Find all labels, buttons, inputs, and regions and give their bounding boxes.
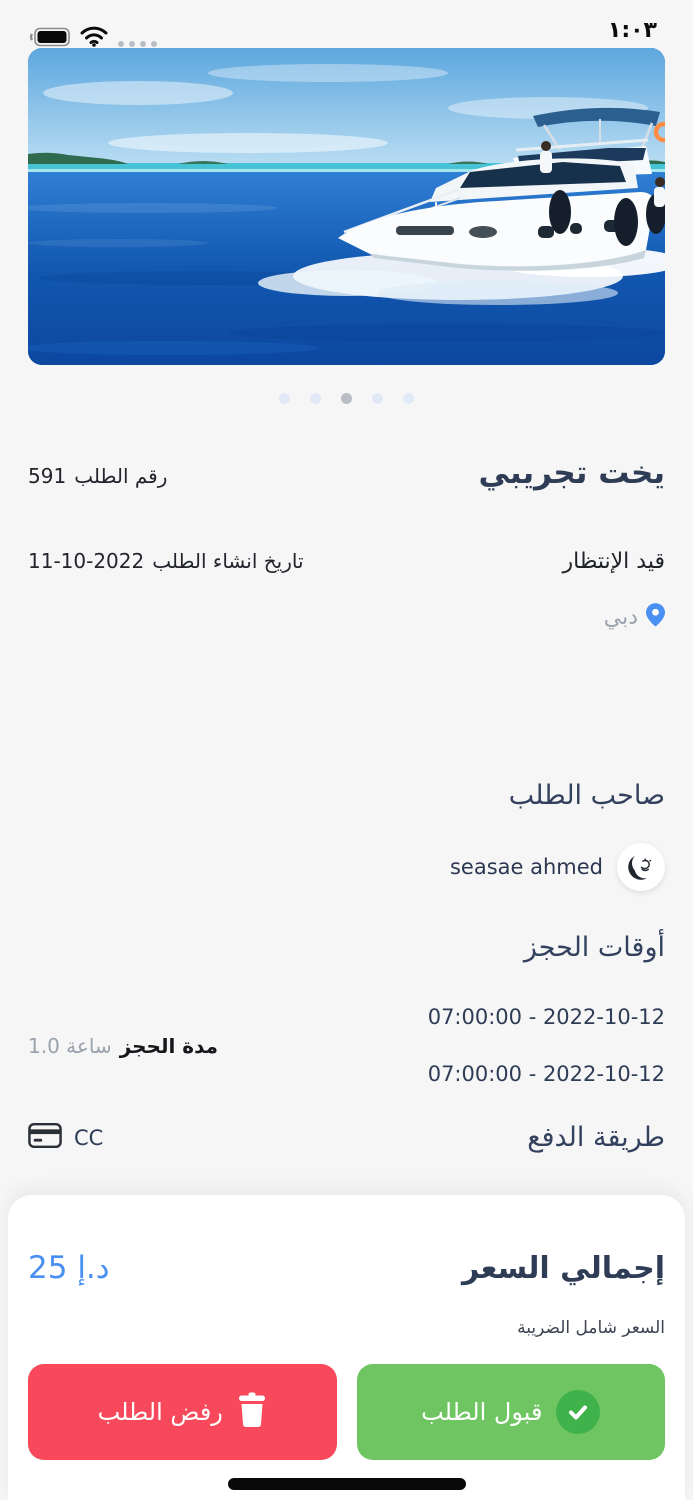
status-bar-time: ١:٠٣ — [607, 18, 657, 43]
check-circle-icon — [556, 1390, 600, 1434]
owner-name: seasae ahmed — [449, 855, 603, 879]
reject-order-label: رفض الطلب — [97, 1398, 223, 1426]
order-number — [28, 464, 167, 488]
booking-duration-label: مدة الحجز — [119, 1033, 219, 1058]
accept-order-button[interactable] — [357, 1364, 666, 1460]
total-price-label: إجمالي السعر — [461, 1251, 665, 1286]
yacht-photo-illustration — [28, 48, 665, 365]
location-city: دبي — [603, 604, 638, 630]
trash-icon — [237, 1392, 267, 1432]
reject-order-button[interactable] — [28, 1364, 337, 1460]
avatar — [617, 843, 665, 891]
payment-method-label: CC — [74, 1125, 104, 1150]
tax-included-note: السعر شامل الضريبة — [517, 1318, 665, 1338]
gallery-dot[interactable] — [310, 393, 321, 404]
status-bar — [0, 0, 693, 48]
total-price-value: 25 د.إ — [28, 1250, 110, 1286]
gallery-dot[interactable] — [341, 393, 352, 404]
credit-card-icon — [28, 1122, 62, 1153]
map-pin-icon — [646, 603, 665, 631]
order-created-date: 11-10-2022 — [28, 549, 145, 573]
order-created-label: تاريخ انشاء الطلب — [152, 549, 304, 573]
order-created — [28, 549, 304, 573]
booking-duration — [28, 1034, 218, 1058]
booking-time-row: 07:00:00 - 2022-10-12 — [427, 1005, 665, 1029]
listing-photo[interactable] — [28, 48, 665, 365]
order-number-label: رقم الطلب — [74, 464, 168, 488]
accept-order-label: قبول الطلب — [421, 1398, 543, 1426]
payment-heading: طريقة الدفع — [527, 1122, 665, 1153]
order-title: يخت تجريبي — [478, 455, 665, 491]
order-number-value: 591 — [28, 464, 67, 488]
home-indicator[interactable] — [228, 1478, 466, 1490]
gallery-dots — [0, 393, 693, 404]
summary-card — [8, 1195, 685, 1500]
booking-heading: أوقات الحجز — [523, 932, 665, 963]
booking-times — [428, 1005, 665, 1086]
cellular-signal-icon — [118, 41, 157, 47]
status-badge: قيد الإنتظار — [562, 549, 665, 574]
booking-duration-value: 1.0 ساعة — [28, 1033, 112, 1058]
gallery-dot[interactable] — [403, 393, 414, 404]
wifi-icon — [80, 26, 108, 51]
owner-row[interactable] — [450, 843, 665, 891]
crescent-calligraphy-icon — [624, 850, 658, 884]
booking-time-row: 07:00:00 - 2022-10-12 — [427, 1062, 665, 1086]
location[interactable] — [604, 603, 665, 631]
battery-icon — [30, 27, 70, 51]
owner-heading: صاحب الطلب — [508, 780, 665, 811]
gallery-dot[interactable] — [372, 393, 383, 404]
payment-method — [28, 1122, 103, 1153]
gallery-dot[interactable] — [279, 393, 290, 404]
